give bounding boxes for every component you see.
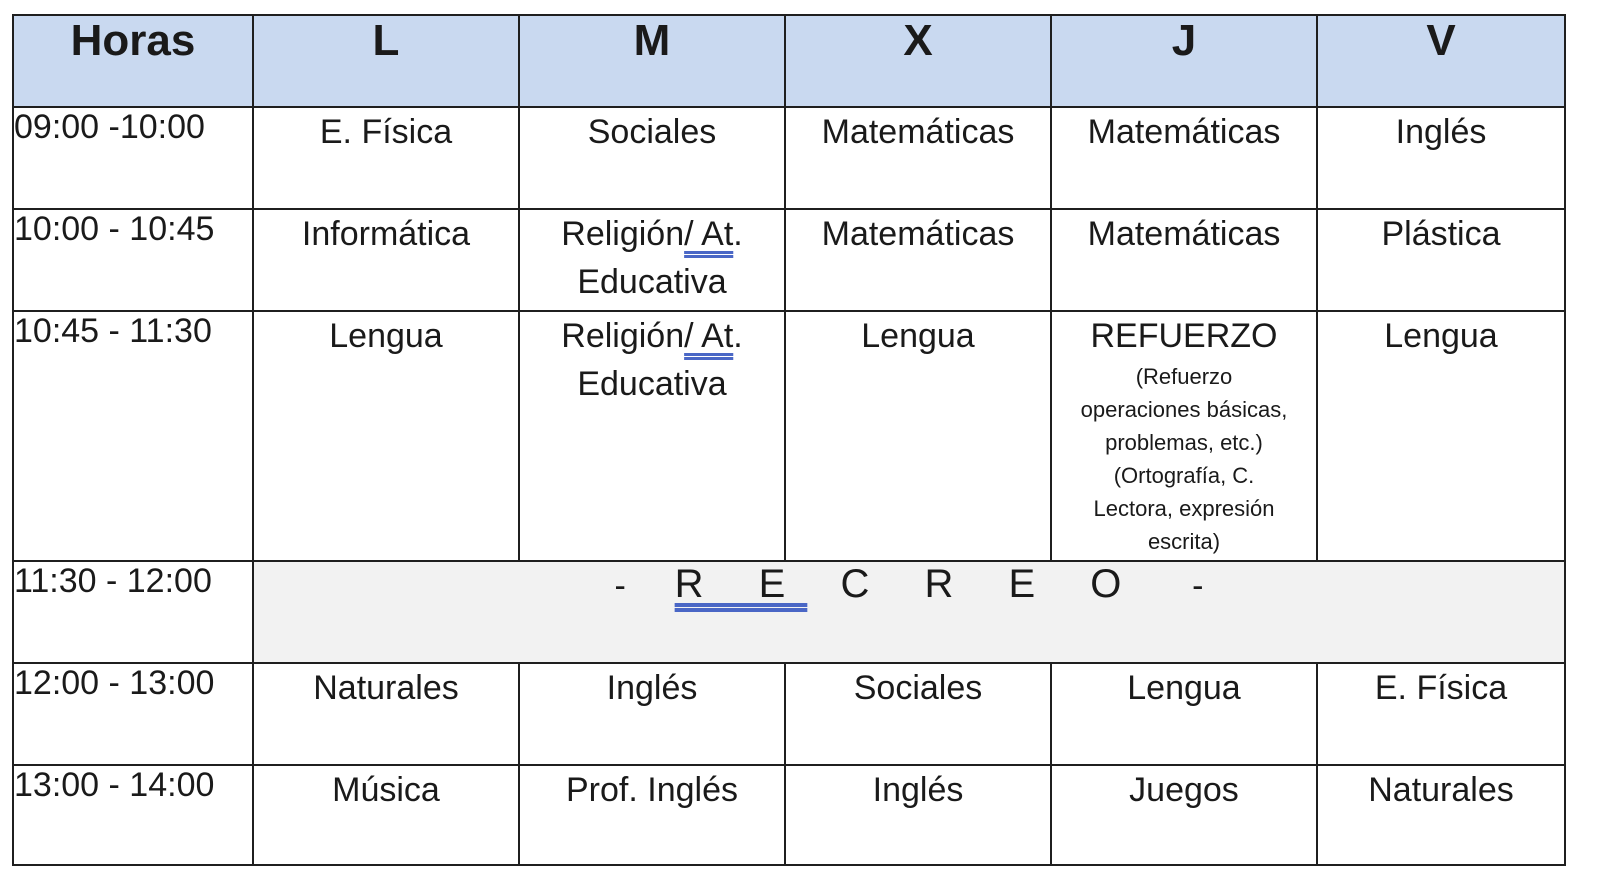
note-line: (Ortografía, C.: [1113, 463, 1255, 488]
subject-cell: Naturales: [253, 663, 519, 765]
recreo-rest: C R E O: [840, 562, 1144, 606]
timetable: [12, 14, 1566, 866]
recreo-word: [675, 562, 1144, 606]
subject-cell: Informática: [253, 209, 519, 311]
subject-cell: Matemáticas: [785, 209, 1051, 311]
header-horas: Horas: [13, 15, 253, 107]
subject-cell: Inglés: [519, 663, 785, 765]
subject-cell: Música: [253, 765, 519, 865]
subject-cell: Lengua: [253, 311, 519, 561]
refuerzo-note: [1052, 360, 1316, 558]
religion-word: Religión: [561, 215, 685, 253]
header-row: [13, 15, 1565, 107]
refuerzo-title: REFUERZO: [1090, 317, 1278, 355]
educativa-line: Educativa: [577, 365, 727, 403]
note-line: escrita): [1147, 529, 1221, 554]
subject-cell-religion: [519, 209, 785, 311]
religion-line: [520, 210, 784, 258]
subject-cell: Juegos: [1051, 765, 1317, 865]
table-row: [13, 311, 1565, 561]
time-slot: 09:00 -10:00: [13, 107, 253, 209]
note-line: operaciones básicas,: [1080, 397, 1288, 422]
religion-at-underlined: / At: [684, 215, 734, 253]
subject-cell: Lengua: [1317, 311, 1565, 561]
subject-cell: Matemáticas: [1051, 209, 1317, 311]
subject-cell: Plástica: [1317, 209, 1565, 311]
header-day-j: J: [1051, 15, 1317, 107]
note-line: Lectora, expresión: [1093, 496, 1275, 521]
note-line: (Refuerzo: [1135, 364, 1233, 389]
subject-cell: E. Física: [253, 107, 519, 209]
header-day-l: L: [253, 15, 519, 107]
recreo-underlined: R E: [674, 562, 808, 606]
subject-cell: Inglés: [1317, 107, 1565, 209]
subject-cell: Matemáticas: [1051, 107, 1317, 209]
header-day-v: V: [1317, 15, 1565, 107]
table-row: [13, 107, 1565, 209]
subject-cell: Inglés: [785, 765, 1051, 865]
religion-dot: .: [733, 215, 743, 253]
religion-dot: .: [733, 317, 743, 355]
educativa-line: Educativa: [577, 263, 727, 301]
table-row-recreo: [13, 561, 1565, 663]
time-slot: 13:00 - 14:00: [13, 765, 253, 865]
time-slot: 10:45 - 11:30: [13, 311, 253, 561]
subject-cell-refuerzo: [1051, 311, 1317, 561]
header-day-x: X: [785, 15, 1051, 107]
time-slot: 12:00 - 13:00: [13, 663, 253, 765]
religion-line: [520, 312, 784, 360]
subject-cell: Sociales: [785, 663, 1051, 765]
subject-cell: Sociales: [519, 107, 785, 209]
subject-cell-religion: [519, 311, 785, 561]
table-row: [13, 765, 1565, 865]
subject-cell: E. Física: [1317, 663, 1565, 765]
header-day-m: M: [519, 15, 785, 107]
recreo-dash-left: -: [614, 567, 626, 605]
recreo-cell: [253, 561, 1565, 663]
subject-cell: Lengua: [785, 311, 1051, 561]
subject-cell: Prof. Inglés: [519, 765, 785, 865]
table-row: [13, 663, 1565, 765]
recreo-dash-right: -: [1192, 567, 1204, 605]
time-slot: 11:30 - 12:00: [13, 561, 253, 663]
subject-cell: Lengua: [1051, 663, 1317, 765]
subject-cell: Matemáticas: [785, 107, 1051, 209]
religion-at-underlined: / At: [684, 317, 734, 355]
time-slot: 10:00 - 10:45: [13, 209, 253, 311]
table-row: [13, 209, 1565, 311]
religion-word: Religión: [561, 317, 685, 355]
subject-cell: Naturales: [1317, 765, 1565, 865]
note-line: problemas, etc.): [1105, 430, 1263, 455]
